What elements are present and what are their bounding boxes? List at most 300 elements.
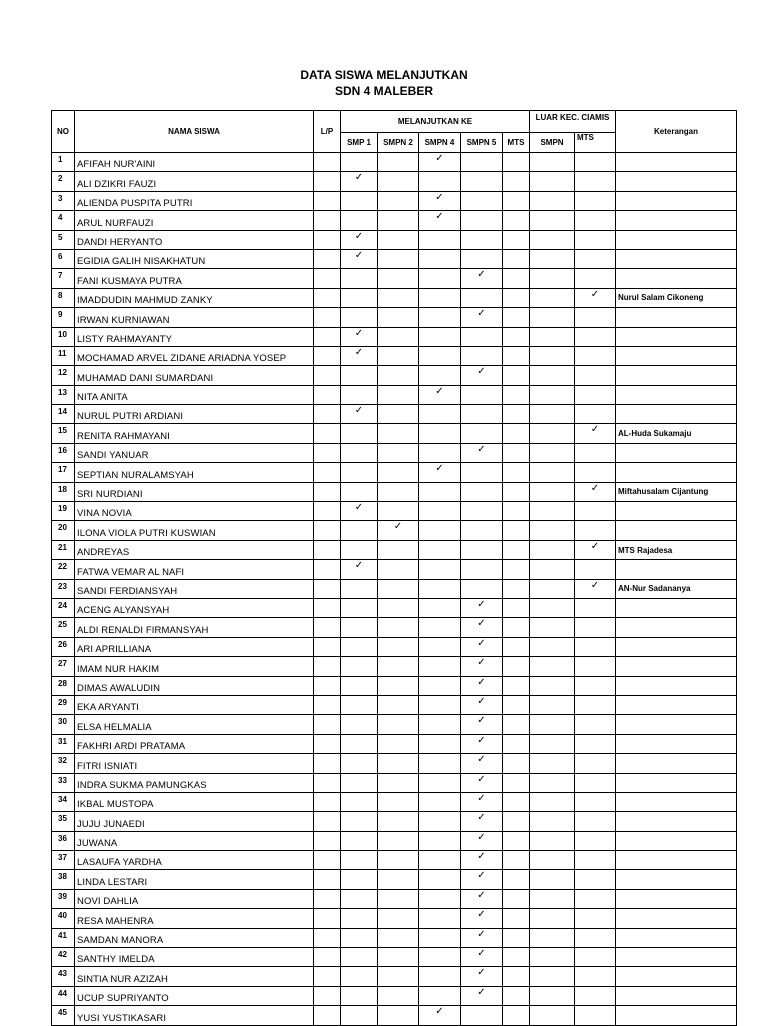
cell-smpn2 (378, 482, 419, 501)
cell-smpn5 (461, 385, 503, 404)
cell-smpn4 (419, 230, 461, 249)
lp-cell (314, 172, 341, 191)
student-name: SAMDAN MANORA (75, 928, 314, 947)
cell-mts (503, 366, 530, 385)
cell-luar-smpn (530, 560, 575, 579)
lp-cell (314, 928, 341, 947)
cell-luar-mts (575, 657, 616, 676)
cell-luar-smpn (530, 928, 575, 947)
cell-luar-mts (575, 385, 616, 404)
cell-luar-mts (575, 986, 616, 1005)
keterangan-cell (616, 211, 737, 230)
table-row (52, 346, 737, 365)
check-mark-icon: ✓ (477, 598, 486, 610)
cell-smp1 (341, 928, 378, 947)
cell-smpn5 (461, 773, 503, 792)
header-nama-siswa: NAMA SISWA (75, 111, 314, 153)
cell-mts (503, 482, 530, 501)
keterangan-cell (616, 502, 737, 521)
keterangan-cell: MTS Rajadesa (616, 540, 737, 559)
cell-smpn5 (461, 405, 503, 424)
table-row (52, 598, 737, 617)
row-number: 16 (52, 443, 75, 462)
cell-smp1 (341, 463, 378, 482)
cell-luar-smpn (530, 288, 575, 307)
cell-luar-smpn (530, 657, 575, 676)
student-name: YUSI YUSTIKASARI (75, 1006, 314, 1025)
lp-cell (314, 851, 341, 870)
keterangan-cell: Nurul Salam Cikoneng (616, 288, 737, 307)
cell-mts (503, 754, 530, 773)
keterangan-cell (616, 792, 737, 811)
cell-mts (503, 308, 530, 327)
cell-smp1 (341, 870, 378, 889)
table-row (52, 211, 737, 230)
cell-mts (503, 986, 530, 1005)
keterangan-cell (616, 308, 737, 327)
lp-cell (314, 482, 341, 501)
cell-smp1 (341, 385, 378, 404)
cell-smp1 (341, 754, 378, 773)
row-number: 25 (52, 618, 75, 637)
cell-luar-mts (575, 598, 616, 617)
row-number: 40 (52, 909, 75, 928)
cell-smpn2 (378, 327, 419, 346)
cell-mts (503, 560, 530, 579)
student-name: SINTIA NUR AZIZAH (75, 967, 314, 986)
student-name: IRWAN KURNIAWAN (75, 308, 314, 327)
cell-smp1 (341, 831, 378, 850)
cell-mts (503, 327, 530, 346)
table-row (52, 424, 737, 443)
cell-smpn2 (378, 172, 419, 191)
cell-smpn4 (419, 618, 461, 637)
cell-smpn2 (378, 967, 419, 986)
cell-smpn5 (461, 172, 503, 191)
row-number: 30 (52, 715, 75, 734)
cell-smp1 (341, 346, 378, 365)
cell-luar-smpn (530, 269, 575, 288)
cell-smp1 (341, 327, 378, 346)
cell-smpn5 (461, 618, 503, 637)
cell-smpn5 (461, 676, 503, 695)
keterangan-cell (616, 366, 737, 385)
cell-smpn2 (378, 249, 419, 268)
cell-smpn2 (378, 792, 419, 811)
table-row (52, 579, 737, 598)
lp-cell (314, 269, 341, 288)
table-row (52, 695, 737, 714)
cell-smpn4 (419, 405, 461, 424)
cell-luar-mts (575, 928, 616, 947)
cell-luar-mts (575, 405, 616, 424)
check-mark-icon: ✓ (477, 308, 486, 320)
keterangan-cell (616, 870, 737, 889)
table-row (52, 463, 737, 482)
row-number: 35 (52, 812, 75, 831)
row-number: 5 (52, 230, 75, 249)
row-number: 18 (52, 482, 75, 501)
cell-smp1 (341, 482, 378, 501)
cell-luar-smpn (530, 851, 575, 870)
lp-cell (314, 346, 341, 365)
cell-smpn4 (419, 754, 461, 773)
check-mark-icon: ✓ (477, 967, 486, 979)
cell-smpn4 (419, 695, 461, 714)
cell-smpn5 (461, 482, 503, 501)
lp-cell (314, 754, 341, 773)
row-number: 2 (52, 172, 75, 191)
cell-luar-mts (575, 967, 616, 986)
student-name: SEPTIAN NURALAMSYAH (75, 463, 314, 482)
cell-smpn2 (378, 308, 419, 327)
cell-smpn4 (419, 657, 461, 676)
cell-mts (503, 230, 530, 249)
cell-luar-smpn (530, 249, 575, 268)
cell-mts (503, 695, 530, 714)
table-row (52, 676, 737, 695)
header-luar-kec-ciamis: LUAR KEC. CIAMIS (530, 111, 616, 133)
cell-mts (503, 928, 530, 947)
cell-mts (503, 792, 530, 811)
cell-smpn2 (378, 715, 419, 734)
keterangan-cell (616, 657, 737, 676)
cell-smpn5 (461, 870, 503, 889)
header-smp1: SMP 1 (341, 133, 378, 153)
check-mark-icon: ✓ (393, 521, 403, 533)
cell-smpn5 (461, 211, 503, 230)
cell-smpn5 (461, 502, 503, 521)
keterangan-cell (616, 773, 737, 792)
row-number: 21 (52, 540, 75, 559)
student-name: ARI APRILLIANA (75, 637, 314, 656)
cell-smp1 (341, 967, 378, 986)
cell-smpn5 (461, 889, 503, 908)
header-luar-mts: MTS (575, 133, 616, 153)
lp-cell (314, 308, 341, 327)
check-mark-icon: ✓ (477, 657, 486, 669)
lp-cell (314, 598, 341, 617)
keterangan-cell (616, 560, 737, 579)
cell-smpn2 (378, 579, 419, 598)
cell-smpn5 (461, 928, 503, 947)
check-mark-icon: ✓ (354, 502, 364, 514)
row-number: 12 (52, 366, 75, 385)
row-number: 15 (52, 424, 75, 443)
cell-luar-smpn (530, 773, 575, 792)
lp-cell (314, 579, 341, 598)
student-name: DANDI HERYANTO (75, 230, 314, 249)
lp-cell (314, 812, 341, 831)
cell-smpn5 (461, 1006, 503, 1025)
cell-mts (503, 831, 530, 850)
row-number: 28 (52, 676, 75, 695)
cell-smpn4 (419, 598, 461, 617)
cell-mts (503, 851, 530, 870)
cell-smpn4 (419, 288, 461, 307)
cell-smpn4 (419, 986, 461, 1005)
cell-smp1 (341, 560, 378, 579)
cell-luar-mts (575, 1006, 616, 1025)
table-row (52, 831, 737, 850)
keterangan-cell (616, 153, 737, 172)
cell-luar-mts (575, 637, 616, 656)
check-mark-icon: ✓ (590, 540, 600, 552)
row-number: 38 (52, 870, 75, 889)
table-row (52, 269, 737, 288)
document-title: DATA SISWA MELANJUTKAN (300, 68, 468, 82)
cell-luar-mts (575, 288, 616, 307)
lp-cell (314, 715, 341, 734)
cell-luar-smpn (530, 385, 575, 404)
table-row (52, 851, 737, 870)
check-mark-icon: ✓ (590, 482, 600, 494)
header-keterangan: Keterangan (616, 111, 737, 153)
cell-smpn4 (419, 366, 461, 385)
student-name: ALDI RENALDI FIRMANSYAH (75, 618, 314, 637)
row-number: 39 (52, 889, 75, 908)
cell-smpn2 (378, 986, 419, 1005)
check-mark-icon: ✓ (354, 230, 364, 242)
check-mark-icon: ✓ (477, 851, 486, 863)
check-mark-icon: ✓ (477, 443, 486, 455)
cell-luar-smpn (530, 948, 575, 967)
cell-smp1 (341, 308, 378, 327)
cell-smpn4 (419, 153, 461, 172)
keterangan-cell: AN-Nur Sadananya (616, 579, 737, 598)
cell-luar-smpn (530, 812, 575, 831)
cell-smp1 (341, 889, 378, 908)
cell-smpn4 (419, 812, 461, 831)
cell-smpn4 (419, 424, 461, 443)
cell-luar-mts (575, 443, 616, 462)
cell-mts (503, 967, 530, 986)
cell-smpn5 (461, 657, 503, 676)
cell-smpn2 (378, 618, 419, 637)
cell-smpn2 (378, 424, 419, 443)
lp-cell (314, 211, 341, 230)
row-number: 44 (52, 986, 75, 1005)
student-name: ANDREYAS (75, 540, 314, 559)
cell-smpn4 (419, 831, 461, 850)
cell-smpn2 (378, 385, 419, 404)
cell-luar-smpn (530, 211, 575, 230)
cell-mts (503, 870, 530, 889)
keterangan-cell (616, 676, 737, 695)
cell-smpn2 (378, 754, 419, 773)
cell-smpn2 (378, 560, 419, 579)
check-mark-icon: ✓ (477, 909, 486, 921)
cell-luar-mts (575, 463, 616, 482)
lp-cell (314, 676, 341, 695)
row-number: 43 (52, 967, 75, 986)
cell-luar-smpn (530, 521, 575, 540)
cell-smp1 (341, 405, 378, 424)
cell-mts (503, 657, 530, 676)
row-number: 20 (52, 521, 75, 540)
check-mark-icon: ✓ (590, 288, 600, 300)
table-row (52, 986, 737, 1005)
table-row (52, 870, 737, 889)
table-row (52, 948, 737, 967)
student-name: DIMAS AWALUDIN (75, 676, 314, 695)
cell-smpn4 (419, 948, 461, 967)
cell-smpn4 (419, 346, 461, 365)
cell-smpn2 (378, 831, 419, 850)
check-mark-icon: ✓ (477, 928, 486, 940)
cell-smpn5 (461, 598, 503, 617)
cell-smpn2 (378, 851, 419, 870)
cell-smpn4 (419, 463, 461, 482)
cell-luar-mts (575, 308, 616, 327)
table-row (52, 754, 737, 773)
check-mark-icon: ✓ (435, 191, 444, 203)
keterangan-cell (616, 831, 737, 850)
student-name: FAKHRI ARDI PRATAMA (75, 734, 314, 753)
cell-smpn4 (419, 308, 461, 327)
row-number: 41 (52, 928, 75, 947)
cell-luar-smpn (530, 230, 575, 249)
keterangan-cell (616, 269, 737, 288)
cell-smpn2 (378, 870, 419, 889)
table-row (52, 773, 737, 792)
check-mark-icon: ✓ (477, 366, 486, 378)
keterangan-cell (616, 521, 737, 540)
cell-luar-smpn (530, 754, 575, 773)
lp-cell (314, 734, 341, 753)
table-row (52, 521, 737, 540)
lp-cell (314, 502, 341, 521)
keterangan-cell (616, 618, 737, 637)
row-number: 26 (52, 637, 75, 656)
cell-mts (503, 948, 530, 967)
cell-smpn5 (461, 695, 503, 714)
cell-luar-smpn (530, 482, 575, 501)
cell-luar-mts (575, 346, 616, 365)
cell-luar-smpn (530, 831, 575, 850)
cell-smpn5 (461, 540, 503, 559)
student-name: EGIDIA GALIH NISAKHATUN (75, 249, 314, 268)
cell-smpn5 (461, 366, 503, 385)
table-row (52, 502, 737, 521)
cell-smpn5 (461, 909, 503, 928)
cell-smpn2 (378, 540, 419, 559)
cell-luar-smpn (530, 909, 575, 928)
row-number: 45 (52, 1006, 75, 1025)
cell-mts (503, 889, 530, 908)
cell-smpn2 (378, 366, 419, 385)
cell-luar-mts (575, 851, 616, 870)
cell-smp1 (341, 211, 378, 230)
student-name: LISTY RAHMAYANTY (75, 327, 314, 346)
cell-luar-mts (575, 618, 616, 637)
keterangan-cell (616, 754, 737, 773)
check-mark-icon: ✓ (477, 676, 486, 688)
cell-luar-mts (575, 327, 616, 346)
table-row (52, 366, 737, 385)
row-number: 27 (52, 657, 75, 676)
cell-smpn5 (461, 424, 503, 443)
student-name: EKA ARYANTI (75, 695, 314, 714)
header-melanjutkan-ke: MELANJUTKAN KE (341, 111, 530, 133)
cell-luar-mts (575, 424, 616, 443)
cell-smp1 (341, 773, 378, 792)
cell-mts (503, 715, 530, 734)
cell-luar-smpn (530, 618, 575, 637)
keterangan-cell (616, 191, 737, 210)
cell-luar-smpn (530, 967, 575, 986)
cell-mts (503, 443, 530, 462)
cell-smpn4 (419, 676, 461, 695)
cell-smpn4 (419, 521, 461, 540)
check-mark-icon: ✓ (477, 773, 486, 785)
cell-smpn4 (419, 191, 461, 210)
cell-smpn5 (461, 734, 503, 753)
cell-smpn2 (378, 463, 419, 482)
cell-smpn2 (378, 928, 419, 947)
row-number: 7 (52, 269, 75, 288)
check-mark-icon: ✓ (477, 754, 486, 766)
cell-luar-smpn (530, 715, 575, 734)
student-name: LINDA LESTARI (75, 870, 314, 889)
cell-smpn5 (461, 230, 503, 249)
cell-smpn4 (419, 637, 461, 656)
cell-smp1 (341, 986, 378, 1005)
cell-luar-smpn (530, 366, 575, 385)
table-row (52, 153, 737, 172)
cell-mts (503, 734, 530, 753)
cell-mts (503, 598, 530, 617)
cell-mts (503, 502, 530, 521)
cell-luar-mts (575, 792, 616, 811)
cell-mts (503, 405, 530, 424)
cell-luar-mts (575, 502, 616, 521)
lp-cell (314, 948, 341, 967)
cell-mts (503, 249, 530, 268)
cell-mts (503, 676, 530, 695)
cell-luar-mts (575, 269, 616, 288)
cell-luar-smpn (530, 405, 575, 424)
cell-smpn4 (419, 502, 461, 521)
keterangan-cell (616, 909, 737, 928)
document-subtitle: SDN 4 MALEBER (334, 84, 433, 98)
check-mark-icon: ✓ (477, 618, 486, 630)
row-number: 36 (52, 831, 75, 850)
cell-smp1 (341, 695, 378, 714)
cell-luar-mts (575, 676, 616, 695)
cell-smpn4 (419, 851, 461, 870)
cell-smp1 (341, 249, 378, 268)
cell-smpn4 (419, 540, 461, 559)
keterangan-cell: Miftahusalam Cijantung (616, 482, 737, 501)
cell-smpn4 (419, 889, 461, 908)
student-table (51, 110, 737, 1026)
cell-mts (503, 1006, 530, 1025)
table-row (52, 249, 737, 268)
keterangan-cell (616, 812, 737, 831)
keterangan-cell (616, 443, 737, 462)
cell-luar-smpn (530, 502, 575, 521)
cell-smpn5 (461, 288, 503, 307)
cell-mts (503, 909, 530, 928)
cell-mts (503, 385, 530, 404)
cell-smpn2 (378, 346, 419, 365)
cell-mts (503, 288, 530, 307)
row-number: 11 (52, 346, 75, 365)
lp-cell (314, 230, 341, 249)
cell-luar-mts (575, 754, 616, 773)
table-row (52, 812, 737, 831)
